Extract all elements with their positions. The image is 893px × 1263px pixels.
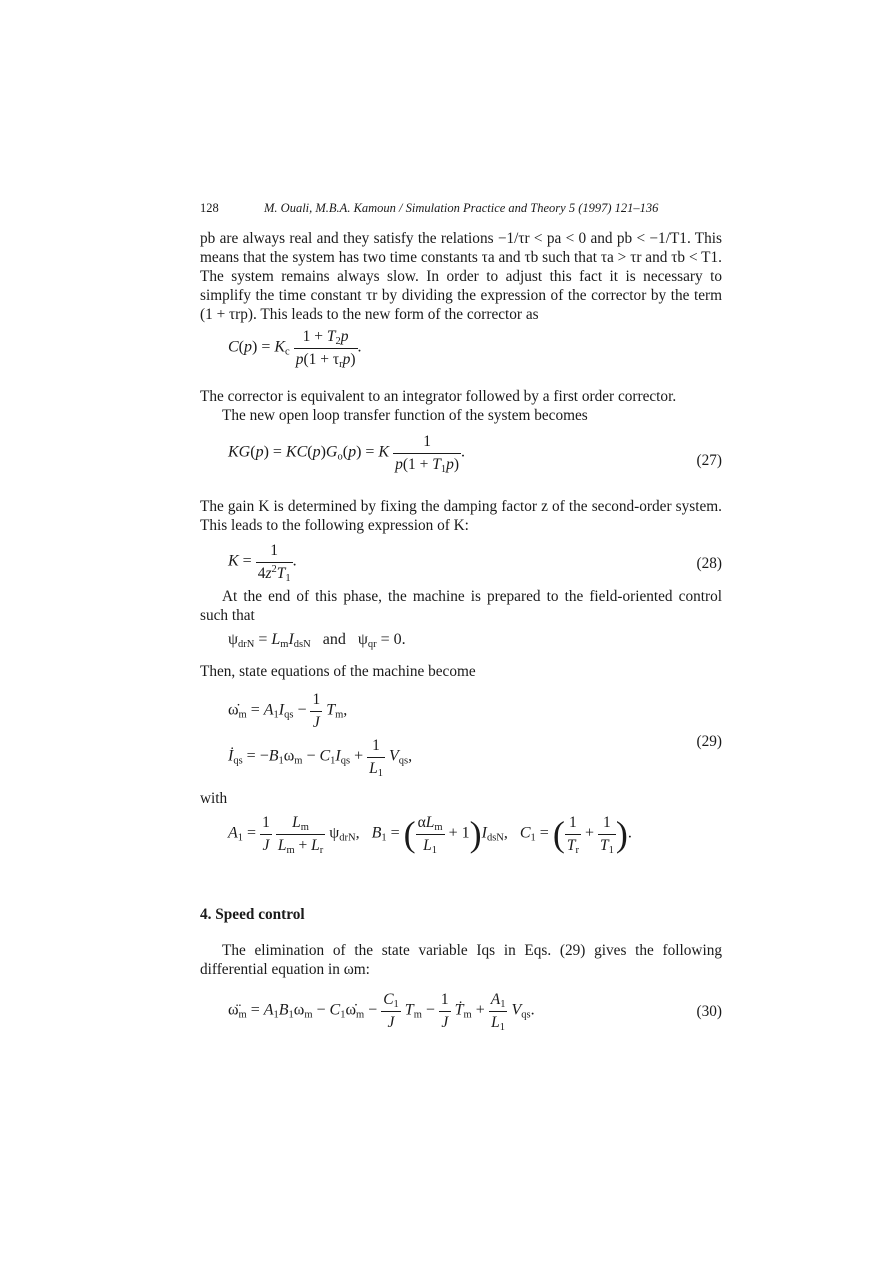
equation-29b: $İ_{qs} = -B_1\omega_m - C_1I_{qs}$ + $\frac{1}{L_1}$ $V_{qs}$, xyxy=(228,737,413,779)
page-number: 128 xyxy=(200,201,219,215)
equation-28: K = $\frac{1}{4z^2T_1}$ . xyxy=(228,542,297,584)
equation-number-29: (29) xyxy=(696,733,722,750)
paragraph-2a: The corrector is equivalent to an integrator followed by a first order corrector. xyxy=(200,388,677,405)
paragraph-2b: The new open loop transfer function of the system becomes xyxy=(222,407,588,424)
equation-number-27: (27) xyxy=(696,452,722,469)
equation-flux-condition: $\psi_{drN} = L_mI_{dsN}$ and $\psi_{qr} = 0$. xyxy=(228,631,406,650)
running-title: M. Ouali, M.B.A. Kamoun / Simulation Practice and Theory 5 (1997) 121–136 xyxy=(264,201,659,215)
equation-coefficients: $A_1$ = $\frac{1}{J}$ $\frac{L_m}{L_m + L_r}$ $\psi_{drN}$, $B_1$ = ( $\frac{\alpha L_m}{L_1}$ + $1)I_{dsN}$, $C_1$ = ( $\frac{1}{T_r}$ + $\frac{1}{T_1}$ ). xyxy=(228,814,632,856)
with-label: with xyxy=(200,790,228,807)
equation-30: $\omegä_m = A_1B_1\omega_m$ − $C_1\omegȧ_m$ − $\frac{C_1}{J}$ $T_m$ − $\frac{1}{J}$ Ṫ$_m$ + $\frac{A_1}{L_1}$ $V_{qs}$. xyxy=(228,991,535,1033)
paragraph-5: Then, state equations of the machine become xyxy=(200,663,476,680)
paragraph-4: At the end of this phase, the machine is prepared to the field-oriented control such that xyxy=(200,588,722,624)
paragraph-3: The gain K is determined by fixing the damping factor z of the second-order system. This leads to the following expression of K: xyxy=(200,498,722,534)
paragraph-6: The elimination of the state variable Iqs in Eqs. (29) gives the following differential equation in ωm: xyxy=(200,942,722,978)
section-title: 4. Speed control xyxy=(200,906,305,923)
paragraph-1: pb are always real and they satisfy the relations −1/τr < pa < 0 and pb < −1/T1. This means that the system has two time constants τa and τb such that τa > τr and τb < T1. The system remains always slow. In order to adjust this fact it is necessary to simplify the time constant τr by dividing the expression of the corrector by the term (1 + τrp). This leads to the new form of the corrector as xyxy=(200,230,722,323)
equation-29a: $\omegȧ_m = A_1I_{qs}$ − $\frac{1}{J}$ $T_m$, xyxy=(228,691,348,731)
equation-corrector: $C(p) = K_c$ $\frac{1 + T_2p}{p(1 + \tau_rp)}$ . xyxy=(228,328,362,370)
equation-27: $KG(p) = KC(p)G_o(p) = K$ $\frac{1}{p(1 + T_1p)}$ . xyxy=(228,433,466,475)
equation-number-30: (30) xyxy=(696,1003,722,1020)
equation-number-28: (28) xyxy=(696,555,722,572)
